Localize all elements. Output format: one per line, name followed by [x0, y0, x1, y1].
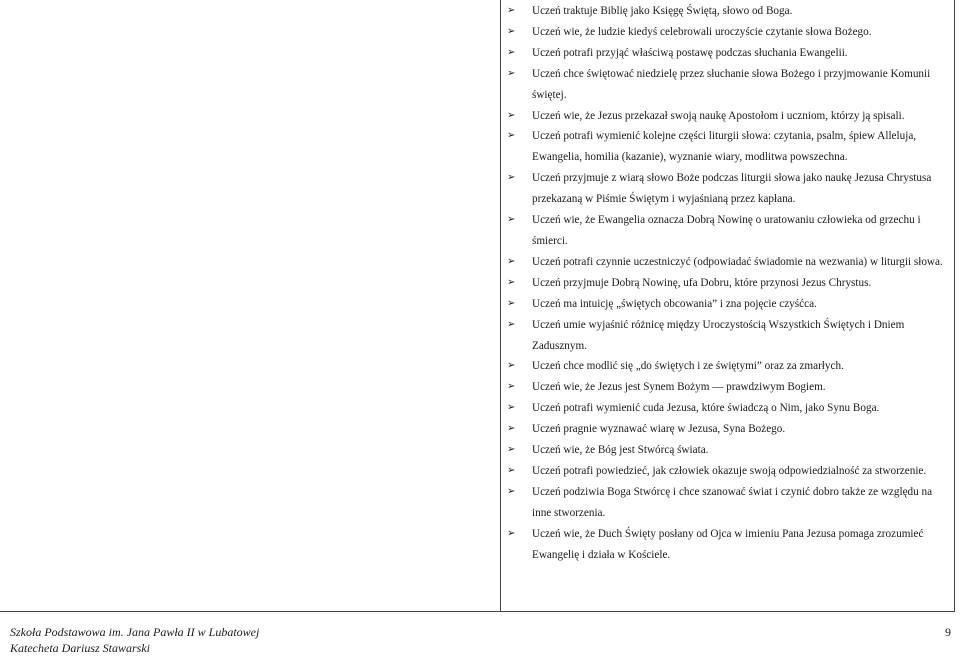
objective-text: Uczeń traktuje Biblię jako Księgę Świętą, słowo od Boga.	[532, 5, 793, 17]
objectives-cell	[501, 0, 955, 612]
page-footer	[10, 624, 259, 656]
objective-item	[501, 273, 955, 294]
objective-text: Uczeń pragnie wyznawać wiarę w Jezusa, Syna Bożego.	[532, 423, 786, 436]
arrow-bullet-icon: ➢	[507, 46, 516, 58]
objective-text: Uczeń ma intuicję „świętych obcowania” i zna pojęcie czyśćca.	[532, 297, 817, 310]
footer-teacher-name: Katecheta Dariusz Stawarski	[10, 641, 150, 655]
objective-item	[501, 440, 955, 461]
objective-text: Uczeń wie, że Jezus przekazał swoją naukę Apostołom i uczniom, którzy ją spisali.	[532, 109, 905, 122]
objective-item	[501, 294, 955, 315]
arrow-bullet-icon: ➢	[507, 109, 516, 121]
objective-text: Uczeń wie, że Duch Święty posłany od Ojca w imieniu Pana Jezusa pomaga zrozumieć Ewangelię i działa w Kościele.	[532, 527, 924, 561]
objective-text: Uczeń potrafi powiedzieć, jak człowiek okazuje swoją odpowiedzialność za stworzenie.	[532, 464, 927, 477]
arrow-bullet-icon: ➢	[507, 402, 516, 414]
objective-item	[501, 377, 955, 398]
objective-text: Uczeń potrafi przyjąć właściwą postawę podczas słuchania Ewangelii.	[532, 46, 848, 59]
objectives-list	[501, 1, 955, 565]
arrow-bullet-icon: ➢	[507, 360, 516, 372]
objective-item	[501, 210, 955, 252]
objective-text: Uczeń potrafi czynnie uczestniczyć (odpowiadać świadomie na wezwania) w liturgii słowa.	[532, 255, 943, 268]
objective-item	[501, 482, 955, 524]
arrow-bullet-icon: ➢	[507, 255, 516, 267]
objective-item	[501, 1, 955, 22]
objective-text: Uczeń przyjmuje z wiarą słowo Boże podczas liturgii słowa jako naukę Jezusa Chrystusa przekazaną w Piśmie Świętym i wyjaśnianą przez kapłana.	[532, 172, 932, 206]
objective-text: Uczeń podziwia Boga Stwórcę i chce szanować świat i czynić dobro także ze względu na inne stworzenia.	[532, 485, 933, 519]
arrow-bullet-icon: ➢	[507, 444, 516, 456]
arrow-bullet-icon: ➢	[507, 297, 516, 309]
objective-item	[501, 252, 955, 273]
arrow-bullet-icon: ➢	[507, 67, 516, 79]
objective-item	[501, 168, 955, 210]
arrow-bullet-icon: ➢	[507, 423, 516, 435]
objective-text: Uczeń wie, że ludzie kiedyś celebrowali uroczyście czytanie słowa Bożego.	[532, 25, 872, 38]
arrow-bullet-icon: ➢	[507, 5, 516, 16]
arrow-bullet-icon: ➢	[507, 381, 516, 393]
objective-item	[501, 419, 955, 440]
arrow-bullet-icon: ➢	[507, 130, 516, 142]
objective-text: Uczeń wie, że Ewangelia oznacza Dobrą Nowinę o uratowaniu człowieka od grzechu i śmierci.	[532, 214, 921, 247]
objective-text: Uczeń umie wyjaśnić różnicę między Uroczystością Wszystkich Świętych i Dniem Zadusznym.	[532, 318, 905, 352]
arrow-bullet-icon: ➢	[507, 527, 516, 539]
objective-item	[501, 461, 955, 482]
arrow-bullet-icon: ➢	[507, 464, 516, 476]
objective-text: Uczeń potrafi wymienić kolejne części liturgii słowa: czytania, psalm, śpiew Alleluja, Ewangelia, homilia (kazanie), wyznanie wiary, modlitwa powszechna.	[532, 130, 917, 164]
objective-item	[501, 524, 955, 566]
arrow-bullet-icon: ➢	[507, 172, 516, 184]
objective-text: Uczeń wie, że Bóg jest Stwórcą świata.	[532, 444, 709, 457]
objective-text: Uczeń przyjmuje Dobrą Nowinę, ufa Dobru, które przynosi Jezus Chrystus.	[532, 276, 872, 289]
arrow-bullet-icon: ➢	[507, 276, 516, 288]
footer-school-name: Szkoła Podstawowa im. Jana Pawła II w Lubatowej	[10, 625, 260, 639]
objective-item	[501, 315, 955, 357]
arrow-bullet-icon: ➢	[507, 485, 516, 497]
objective-item	[501, 43, 955, 64]
empty-table-cell	[0, 0, 500, 612]
objective-item	[501, 64, 955, 106]
objective-text: Uczeń wie, że Jezus jest Synem Bożym — prawdziwym Bogiem.	[532, 381, 826, 394]
objective-text: Uczeń chce świętować niedzielę przez słuchanie słowa Bożego i przyjmowanie Komunii świętej.	[532, 67, 931, 101]
arrow-bullet-icon: ➢	[507, 318, 516, 330]
objective-text: Uczeń potrafi wymienić cuda Jezusa, które świadczą o Nim, jako Synu Boga.	[532, 402, 880, 415]
arrow-bullet-icon: ➢	[507, 214, 516, 226]
page-number: 9	[945, 625, 951, 639]
objective-item	[501, 356, 955, 377]
objective-text: Uczeń chce modlić się „do świętych i ze świętymi” oraz za zmarłych.	[532, 360, 844, 373]
objective-item	[501, 106, 955, 127]
objective-item	[501, 126, 955, 168]
arrow-bullet-icon: ➢	[507, 25, 516, 37]
objective-item	[501, 398, 955, 419]
objective-item	[501, 22, 955, 43]
